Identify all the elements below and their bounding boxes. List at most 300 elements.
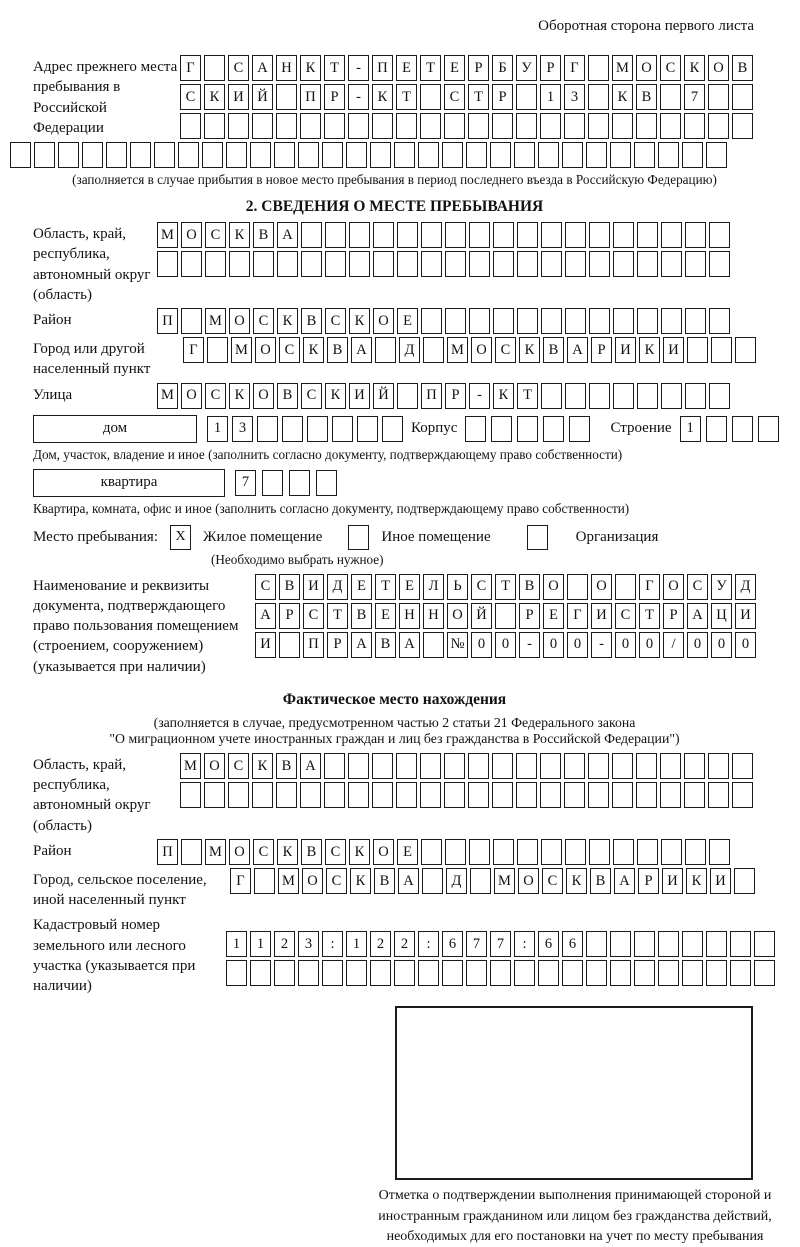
char-cell[interactable]: 2 [274,931,295,957]
char-cell[interactable] [541,222,562,248]
char-cell[interactable]: И [663,337,684,363]
char-cell[interactable]: Р [591,337,612,363]
char-cell[interactable] [612,782,633,808]
char-cell[interactable]: И [349,383,370,409]
char-cell[interactable]: Е [399,574,420,600]
char-cell[interactable]: 7 [490,931,511,957]
char-cell[interactable] [613,251,634,277]
char-cell[interactable] [541,308,562,334]
char-cell[interactable]: М [278,868,299,894]
char-cell[interactable] [687,337,708,363]
char-cell[interactable] [250,960,271,986]
char-cell[interactable] [588,753,609,779]
char-cell[interactable]: Р [445,383,466,409]
char-cell[interactable] [732,113,753,139]
char-cell[interactable]: И [710,868,731,894]
char-cell[interactable]: В [279,574,300,600]
char-cell[interactable]: К [372,84,393,110]
char-cell[interactable]: А [399,632,420,658]
char-cell[interactable]: М [180,753,201,779]
char-cell[interactable]: Н [276,55,297,81]
char-cell[interactable]: П [157,308,178,334]
char-cell[interactable]: О [373,308,394,334]
char-cell[interactable]: Л [423,574,444,600]
char-cell[interactable]: О [181,383,202,409]
char-cell[interactable]: О [471,337,492,363]
char-cell[interactable] [178,142,199,168]
char-cell[interactable] [468,782,489,808]
char-cell[interactable] [541,251,562,277]
char-cell[interactable]: К [566,868,587,894]
char-cell[interactable] [730,931,751,957]
char-cell[interactable]: О [518,868,539,894]
char-cell[interactable]: В [636,84,657,110]
char-cell[interactable] [732,753,753,779]
char-cell[interactable] [709,383,730,409]
char-cell[interactable] [517,222,538,248]
char-cell[interactable] [445,251,466,277]
char-cell[interactable]: К [686,868,707,894]
char-cell[interactable]: А [614,868,635,894]
char-cell[interactable] [709,839,730,865]
char-cell[interactable]: Г [180,55,201,81]
char-cell[interactable] [490,142,511,168]
char-cell[interactable] [685,251,706,277]
char-cell[interactable] [684,753,705,779]
char-cell[interactable] [442,960,463,986]
char-cell[interactable] [708,113,729,139]
char-cell[interactable] [565,839,586,865]
char-cell[interactable] [565,308,586,334]
char-cell[interactable] [348,753,369,779]
char-cell[interactable] [301,251,322,277]
char-cell[interactable] [589,222,610,248]
char-cell[interactable]: С [660,55,681,81]
char-cell[interactable]: 6 [538,931,559,957]
char-cell[interactable] [658,931,679,957]
char-cell[interactable] [634,142,655,168]
char-cell[interactable]: О [204,753,225,779]
char-cell[interactable] [588,782,609,808]
char-cell[interactable] [538,142,559,168]
char-cell[interactable] [495,603,516,629]
char-cell[interactable]: У [516,55,537,81]
char-cell[interactable]: К [639,337,660,363]
char-cell[interactable] [181,308,202,334]
char-cell[interactable] [370,142,391,168]
char-cell[interactable]: М [205,308,226,334]
char-cell[interactable]: П [421,383,442,409]
char-cell[interactable] [349,251,370,277]
char-cell[interactable] [372,113,393,139]
char-cell[interactable] [466,142,487,168]
char-cell[interactable]: П [372,55,393,81]
char-cell[interactable]: Д [399,337,420,363]
char-cell[interactable] [396,782,417,808]
char-cell[interactable] [204,55,225,81]
char-cell[interactable] [228,113,249,139]
char-cell[interactable] [612,753,633,779]
char-cell[interactable] [658,142,679,168]
char-cell[interactable] [357,416,378,442]
char-cell[interactable]: Е [397,839,418,865]
char-cell[interactable]: 7 [684,84,705,110]
char-cell[interactable]: Е [375,603,396,629]
char-cell[interactable]: В [301,308,322,334]
char-cell[interactable] [661,839,682,865]
char-cell[interactable]: : [418,931,439,957]
char-cell[interactable] [277,251,298,277]
char-cell[interactable] [637,222,658,248]
char-cell[interactable] [253,251,274,277]
char-cell[interactable] [491,416,512,442]
char-cell[interactable]: М [157,383,178,409]
char-cell[interactable]: 7 [235,470,256,496]
char-cell[interactable] [589,383,610,409]
char-cell[interactable] [322,142,343,168]
char-cell[interactable]: С [180,84,201,110]
char-cell[interactable] [706,931,727,957]
char-cell[interactable]: С [253,308,274,334]
char-cell[interactable] [754,931,775,957]
char-cell[interactable] [322,960,343,986]
char-cell[interactable] [276,782,297,808]
char-cell[interactable] [262,470,283,496]
char-cell[interactable]: И [735,603,756,629]
char-cell[interactable]: К [350,868,371,894]
char-cell[interactable] [610,960,631,986]
char-cell[interactable]: 0 [543,632,564,658]
char-cell[interactable]: В [590,868,611,894]
char-cell[interactable]: А [351,337,372,363]
char-cell[interactable] [106,142,127,168]
char-cell[interactable] [180,113,201,139]
char-cell[interactable] [658,960,679,986]
char-cell[interactable]: П [303,632,324,658]
checkbox-residential[interactable]: X [170,525,191,550]
char-cell[interactable]: 1 [226,931,247,957]
char-cell[interactable]: И [615,337,636,363]
char-cell[interactable] [300,782,321,808]
char-cell[interactable]: П [300,84,321,110]
char-cell[interactable]: И [303,574,324,600]
char-cell[interactable] [589,308,610,334]
char-cell[interactable]: Т [327,603,348,629]
char-cell[interactable]: Д [327,574,348,600]
char-cell[interactable] [543,416,564,442]
char-cell[interactable] [660,782,681,808]
char-cell[interactable]: 6 [562,931,583,957]
char-cell[interactable] [346,142,367,168]
char-cell[interactable]: Г [567,603,588,629]
char-cell[interactable]: А [687,603,708,629]
char-cell[interactable]: - [519,632,540,658]
char-cell[interactable] [613,839,634,865]
char-cell[interactable] [492,782,513,808]
char-cell[interactable]: Г [183,337,204,363]
char-cell[interactable]: И [228,84,249,110]
char-cell[interactable] [685,308,706,334]
char-cell[interactable]: Т [639,603,660,629]
char-cell[interactable] [588,55,609,81]
char-cell[interactable] [274,960,295,986]
char-cell[interactable] [634,960,655,986]
char-cell[interactable] [276,113,297,139]
char-cell[interactable] [372,753,393,779]
char-cell[interactable] [613,308,634,334]
char-cell[interactable] [588,84,609,110]
char-cell[interactable] [375,337,396,363]
char-cell[interactable]: К [303,337,324,363]
char-cell[interactable]: К [519,337,540,363]
char-cell[interactable] [257,416,278,442]
char-cell[interactable] [420,113,441,139]
char-cell[interactable] [685,383,706,409]
char-cell[interactable] [282,416,303,442]
char-cell[interactable] [82,142,103,168]
char-cell[interactable]: Р [638,868,659,894]
char-cell[interactable] [348,113,369,139]
char-cell[interactable]: К [229,383,250,409]
char-cell[interactable]: В [253,222,274,248]
char-cell[interactable]: С [301,383,322,409]
char-cell[interactable] [709,222,730,248]
char-cell[interactable] [324,782,345,808]
char-cell[interactable]: В [351,603,372,629]
char-cell[interactable]: А [300,753,321,779]
char-cell[interactable] [130,142,151,168]
char-cell[interactable] [706,416,727,442]
char-cell[interactable] [735,337,756,363]
char-cell[interactable] [660,84,681,110]
char-cell[interactable] [564,753,585,779]
char-cell[interactable] [301,222,322,248]
char-cell[interactable]: О [181,222,202,248]
char-cell[interactable]: 0 [615,632,636,658]
char-cell[interactable] [493,222,514,248]
char-cell[interactable]: Е [396,55,417,81]
char-cell[interactable] [420,84,441,110]
char-cell[interactable]: 0 [711,632,732,658]
char-cell[interactable] [732,782,753,808]
char-cell[interactable] [586,960,607,986]
char-cell[interactable] [730,960,751,986]
char-cell[interactable] [564,782,585,808]
char-cell[interactable]: Р [492,84,513,110]
char-cell[interactable] [517,416,538,442]
char-cell[interactable]: Г [230,868,251,894]
char-cell[interactable]: Р [324,84,345,110]
char-cell[interactable] [613,222,634,248]
char-cell[interactable]: И [591,603,612,629]
char-cell[interactable] [204,113,225,139]
char-cell[interactable]: О [229,308,250,334]
char-cell[interactable]: Н [399,603,420,629]
char-cell[interactable] [154,142,175,168]
checkbox-organization[interactable] [527,525,548,550]
char-cell[interactable] [586,142,607,168]
char-cell[interactable] [444,753,465,779]
char-cell[interactable] [444,113,465,139]
char-cell[interactable] [421,839,442,865]
char-cell[interactable] [421,222,442,248]
char-cell[interactable]: - [591,632,612,658]
char-cell[interactable] [445,839,466,865]
char-cell[interactable] [445,222,466,248]
char-cell[interactable]: С [444,84,465,110]
char-cell[interactable]: Е [444,55,465,81]
char-cell[interactable]: В [277,383,298,409]
char-cell[interactable]: Т [375,574,396,600]
char-cell[interactable] [517,308,538,334]
char-cell[interactable] [754,960,775,986]
char-cell[interactable] [394,142,415,168]
char-cell[interactable] [468,113,489,139]
char-cell[interactable]: 1 [207,416,228,442]
char-cell[interactable]: С [325,308,346,334]
char-cell[interactable] [469,251,490,277]
char-cell[interactable] [442,142,463,168]
char-cell[interactable] [418,960,439,986]
char-cell[interactable] [636,782,657,808]
char-cell[interactable]: 0 [567,632,588,658]
char-cell[interactable] [307,416,328,442]
char-cell[interactable] [637,839,658,865]
char-cell[interactable] [636,753,657,779]
char-cell[interactable] [469,222,490,248]
char-cell[interactable] [279,632,300,658]
char-cell[interactable] [397,383,418,409]
char-cell[interactable] [706,960,727,986]
char-cell[interactable] [397,222,418,248]
char-cell[interactable] [516,113,537,139]
char-cell[interactable]: С [542,868,563,894]
char-cell[interactable]: Р [519,603,540,629]
char-cell[interactable] [637,383,658,409]
char-cell[interactable] [637,308,658,334]
char-cell[interactable] [540,753,561,779]
char-cell[interactable]: 7 [466,931,487,957]
char-cell[interactable] [423,632,444,658]
char-cell[interactable]: Р [279,603,300,629]
char-cell[interactable] [562,142,583,168]
char-cell[interactable] [612,113,633,139]
char-cell[interactable]: М [205,839,226,865]
char-cell[interactable]: 1 [680,416,701,442]
char-cell[interactable]: Т [517,383,538,409]
char-cell[interactable] [613,383,634,409]
char-cell[interactable]: № [447,632,468,658]
char-cell[interactable]: 2 [370,931,391,957]
char-cell[interactable]: С [325,839,346,865]
char-cell[interactable] [660,113,681,139]
char-cell[interactable] [732,416,753,442]
char-cell[interactable]: : [514,931,535,957]
char-cell[interactable]: В [519,574,540,600]
char-cell[interactable]: К [277,839,298,865]
char-cell[interactable] [565,383,586,409]
char-cell[interactable]: О [253,383,274,409]
char-cell[interactable]: Т [420,55,441,81]
char-cell[interactable] [470,868,491,894]
char-cell[interactable] [636,113,657,139]
char-cell[interactable]: Е [397,308,418,334]
char-cell[interactable]: О [255,337,276,363]
char-cell[interactable] [325,222,346,248]
char-cell[interactable] [637,251,658,277]
char-cell[interactable] [58,142,79,168]
char-cell[interactable] [540,113,561,139]
char-cell[interactable]: С [687,574,708,600]
char-cell[interactable]: 1 [346,931,367,957]
char-cell[interactable] [661,308,682,334]
char-cell[interactable] [661,251,682,277]
char-cell[interactable] [396,753,417,779]
char-cell[interactable] [226,960,247,986]
char-cell[interactable] [562,960,583,986]
char-cell[interactable]: - [348,55,369,81]
char-cell[interactable] [373,222,394,248]
char-cell[interactable]: Р [327,632,348,658]
char-cell[interactable]: Ц [711,603,732,629]
char-cell[interactable] [181,839,202,865]
char-cell[interactable] [157,251,178,277]
char-cell[interactable] [468,753,489,779]
char-cell[interactable]: С [495,337,516,363]
char-cell[interactable] [685,839,706,865]
char-cell[interactable] [514,960,535,986]
char-cell[interactable]: / [663,632,684,658]
char-cell[interactable]: О [636,55,657,81]
char-cell[interactable]: В [732,55,753,81]
char-cell[interactable]: В [327,337,348,363]
char-cell[interactable] [226,142,247,168]
char-cell[interactable]: С [255,574,276,600]
char-cell[interactable] [589,251,610,277]
char-cell[interactable] [589,839,610,865]
char-cell[interactable] [181,251,202,277]
char-cell[interactable] [421,308,442,334]
char-cell[interactable]: Р [663,603,684,629]
char-cell[interactable] [250,142,271,168]
char-cell[interactable]: 1 [540,84,561,110]
char-cell[interactable] [684,782,705,808]
char-cell[interactable]: К [325,383,346,409]
char-cell[interactable] [516,84,537,110]
char-cell[interactable] [300,113,321,139]
char-cell[interactable] [517,251,538,277]
char-cell[interactable] [465,416,486,442]
char-cell[interactable] [397,251,418,277]
char-cell[interactable] [490,960,511,986]
char-cell[interactable]: С [279,337,300,363]
char-cell[interactable] [516,753,537,779]
char-cell[interactable] [734,868,755,894]
char-cell[interactable] [661,222,682,248]
char-cell[interactable]: О [708,55,729,81]
char-cell[interactable] [541,839,562,865]
char-cell[interactable] [682,931,703,957]
char-cell[interactable]: С [326,868,347,894]
char-cell[interactable]: Т [468,84,489,110]
char-cell[interactable]: А [277,222,298,248]
char-cell[interactable]: Н [423,603,444,629]
char-cell[interactable] [325,251,346,277]
char-cell[interactable] [421,251,442,277]
char-cell[interactable]: М [447,337,468,363]
char-cell[interactable]: Е [351,574,372,600]
char-cell[interactable] [316,470,337,496]
